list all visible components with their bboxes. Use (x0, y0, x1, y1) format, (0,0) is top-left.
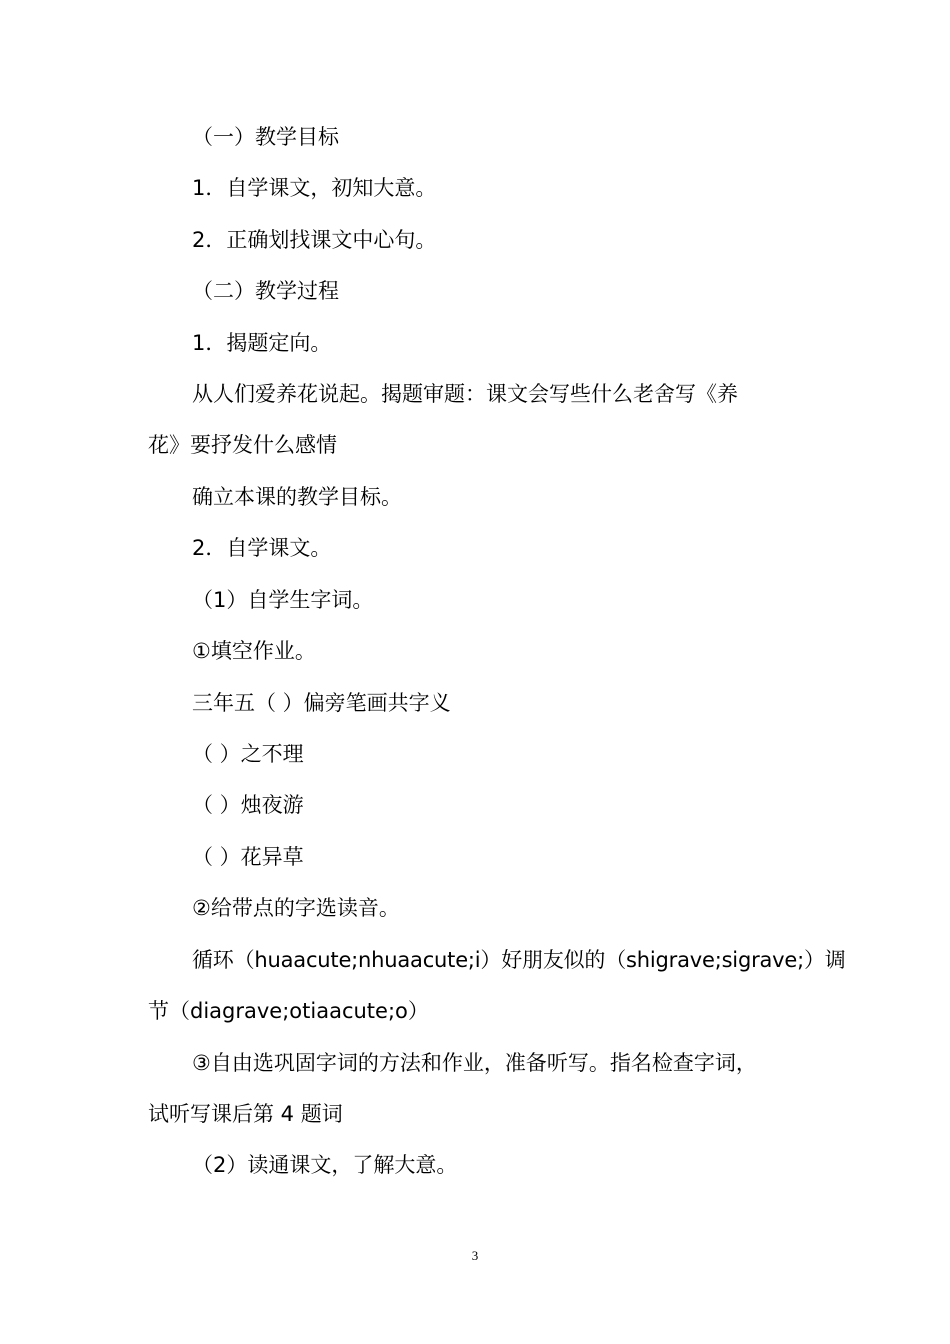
process-step-1: 1．揭题定向。 (192, 331, 332, 355)
paragraph-line: 确立本课的教学目标。 (192, 485, 402, 509)
sub-step-2: （2）读通课文，了解大意。 (192, 1153, 458, 1177)
page-number: 3 (471, 1248, 479, 1263)
exercise-3-line: ③自由选巩固字词的方法和作业，准备听写。指名检查字词， (192, 1051, 757, 1075)
pronunciation-line: 循环（huaacute;nhuaacute;i）好朋友似的（shigrave;sigrave;）调 (192, 948, 846, 972)
exercise-2-title: ②给带点的字选读音。 (192, 896, 400, 920)
sub-step-1: （1）自学生字词。 (192, 588, 374, 612)
pronunciation-line-continued: 节（diagrave;otiaacute;o） (148, 999, 429, 1023)
exercise-line: （ ）之不理 (192, 742, 304, 766)
exercise-1-title: ①填空作业。 (192, 639, 316, 663)
process-step-2: 2．自学课文。 (192, 536, 332, 560)
section-heading-teaching-process: （二）教学过程 (192, 279, 339, 303)
exercise-line: （ ）花异草 (192, 845, 304, 869)
exercise-line: （ ）烛夜游 (192, 793, 304, 817)
goal-item-1: 1．自学课文，初知大意。 (192, 176, 437, 200)
section-heading-teaching-goals: （一）教学目标 (192, 125, 339, 149)
paragraph-line-continued: 花》要抒发什么感情 (148, 433, 337, 457)
exercise-3-line-continued: 试听写课后第 4 题词 (148, 1102, 343, 1126)
exercise-line: 三年五（ ）偏旁笔画共字义 (192, 691, 451, 715)
goal-item-2: 2．正确划找课文中心句。 (192, 228, 437, 252)
paragraph-line: 从人们爱养花说起。揭题审题：课文会写些什么老舍写《养 (192, 382, 738, 406)
